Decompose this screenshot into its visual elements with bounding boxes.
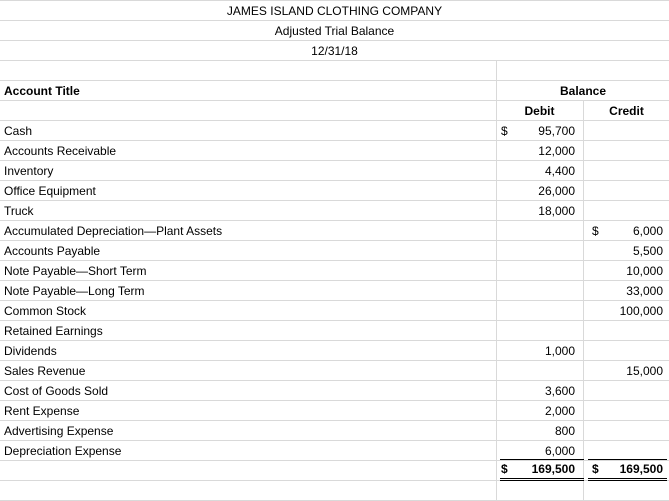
debit-currency bbox=[501, 241, 515, 261]
credit-value: 100,000 bbox=[619, 304, 663, 318]
account-name: Retained Earnings bbox=[4, 324, 103, 338]
debit-value: 1,000 bbox=[544, 344, 575, 358]
account-name: Accounts Payable bbox=[4, 244, 101, 258]
debit-currency bbox=[501, 201, 515, 221]
account-name: Cost of Goods Sold bbox=[4, 384, 109, 398]
account-name: Truck bbox=[4, 204, 34, 218]
account-name: Common Stock bbox=[4, 304, 87, 318]
total-debit-currency: $ bbox=[501, 462, 508, 476]
debit-value: 2,000 bbox=[544, 404, 575, 418]
debit-currency bbox=[501, 361, 515, 381]
account-name: Advertising Expense bbox=[4, 424, 114, 438]
credit-currency: $ bbox=[592, 224, 599, 238]
debit-value bbox=[515, 261, 575, 281]
debit-value bbox=[515, 221, 575, 241]
total-credit-double-rule-1 bbox=[588, 478, 667, 479]
total-debit-double-rule-1 bbox=[500, 478, 584, 479]
debit-currency: $ bbox=[501, 124, 508, 138]
debit-currency bbox=[501, 141, 515, 161]
grid-vline bbox=[583, 100, 584, 501]
debit-value: 26,000 bbox=[538, 184, 575, 198]
credit-value: 33,000 bbox=[626, 284, 663, 298]
credit-value bbox=[604, 441, 663, 461]
debit-value: 95,700 bbox=[538, 124, 575, 138]
balance-header: Balance bbox=[559, 84, 607, 98]
credit-value bbox=[604, 401, 663, 421]
account-name: Inventory bbox=[4, 164, 54, 178]
total-debit-value: 169,500 bbox=[531, 462, 575, 476]
debit-value: 3,600 bbox=[544, 384, 575, 398]
total-credit-value: 169,500 bbox=[619, 462, 663, 476]
debit-value bbox=[515, 281, 575, 301]
account-name: Note Payable—Long Term bbox=[4, 284, 145, 298]
debit-value: 4,400 bbox=[544, 164, 575, 178]
debit-currency bbox=[501, 441, 515, 461]
credit-value bbox=[604, 141, 663, 161]
debit-value bbox=[515, 301, 575, 321]
debit-currency bbox=[501, 301, 515, 321]
account-name: Sales Revenue bbox=[4, 364, 86, 378]
credit-value bbox=[604, 121, 663, 141]
credit-value bbox=[604, 381, 663, 401]
account-name: Accounts Receivable bbox=[4, 144, 117, 158]
account-title-header: Account Title bbox=[4, 84, 80, 98]
account-name: Office Equipment bbox=[4, 184, 96, 198]
debit-value: 12,000 bbox=[538, 144, 575, 158]
debit-currency bbox=[501, 321, 515, 341]
debit-currency bbox=[501, 161, 515, 181]
credit-value bbox=[604, 201, 663, 221]
debit-value: 18,000 bbox=[538, 204, 575, 218]
debit-currency bbox=[501, 421, 515, 441]
debit-value bbox=[515, 241, 575, 261]
debit-currency bbox=[501, 341, 515, 361]
grid-vline bbox=[496, 60, 497, 501]
credit-value: 15,000 bbox=[626, 364, 663, 378]
debit-header: Debit bbox=[524, 104, 555, 118]
account-name: Depreciation Expense bbox=[4, 444, 122, 458]
credit-value: 6,000 bbox=[632, 224, 663, 238]
credit-value bbox=[604, 321, 663, 341]
company-name: JAMES ISLAND CLOTHING COMPANY bbox=[226, 4, 443, 18]
total-credit-double-rule-2 bbox=[588, 480, 667, 481]
debit-currency bbox=[501, 401, 515, 421]
debit-currency bbox=[501, 261, 515, 281]
debit-value: 800 bbox=[554, 424, 575, 438]
credit-value: 5,500 bbox=[632, 244, 663, 258]
credit-value bbox=[604, 161, 663, 181]
debit-currency bbox=[501, 221, 515, 241]
debit-currency bbox=[501, 381, 515, 401]
debit-value: 6,000 bbox=[544, 444, 575, 458]
account-name: Cash bbox=[4, 124, 33, 138]
account-name: Accumulated Depreciation—Plant Assets bbox=[4, 224, 223, 238]
account-name: Dividends bbox=[4, 344, 57, 358]
account-name: Rent Expense bbox=[4, 404, 80, 418]
credit-value bbox=[604, 341, 663, 361]
statement-date: 12/31/18 bbox=[311, 44, 358, 58]
credit-value: 10,000 bbox=[626, 264, 663, 278]
credit-header: Credit bbox=[609, 104, 644, 118]
account-name: Note Payable—Short Term bbox=[4, 264, 147, 278]
total-debit-double-rule-2 bbox=[500, 480, 584, 481]
debit-currency bbox=[501, 281, 515, 301]
debit-value bbox=[515, 361, 575, 381]
credit-value bbox=[604, 421, 663, 441]
debit-currency bbox=[501, 181, 515, 201]
statement-title: Adjusted Trial Balance bbox=[274, 24, 395, 38]
total-credit-currency: $ bbox=[592, 462, 599, 476]
credit-value bbox=[604, 181, 663, 201]
debit-value bbox=[515, 321, 575, 341]
